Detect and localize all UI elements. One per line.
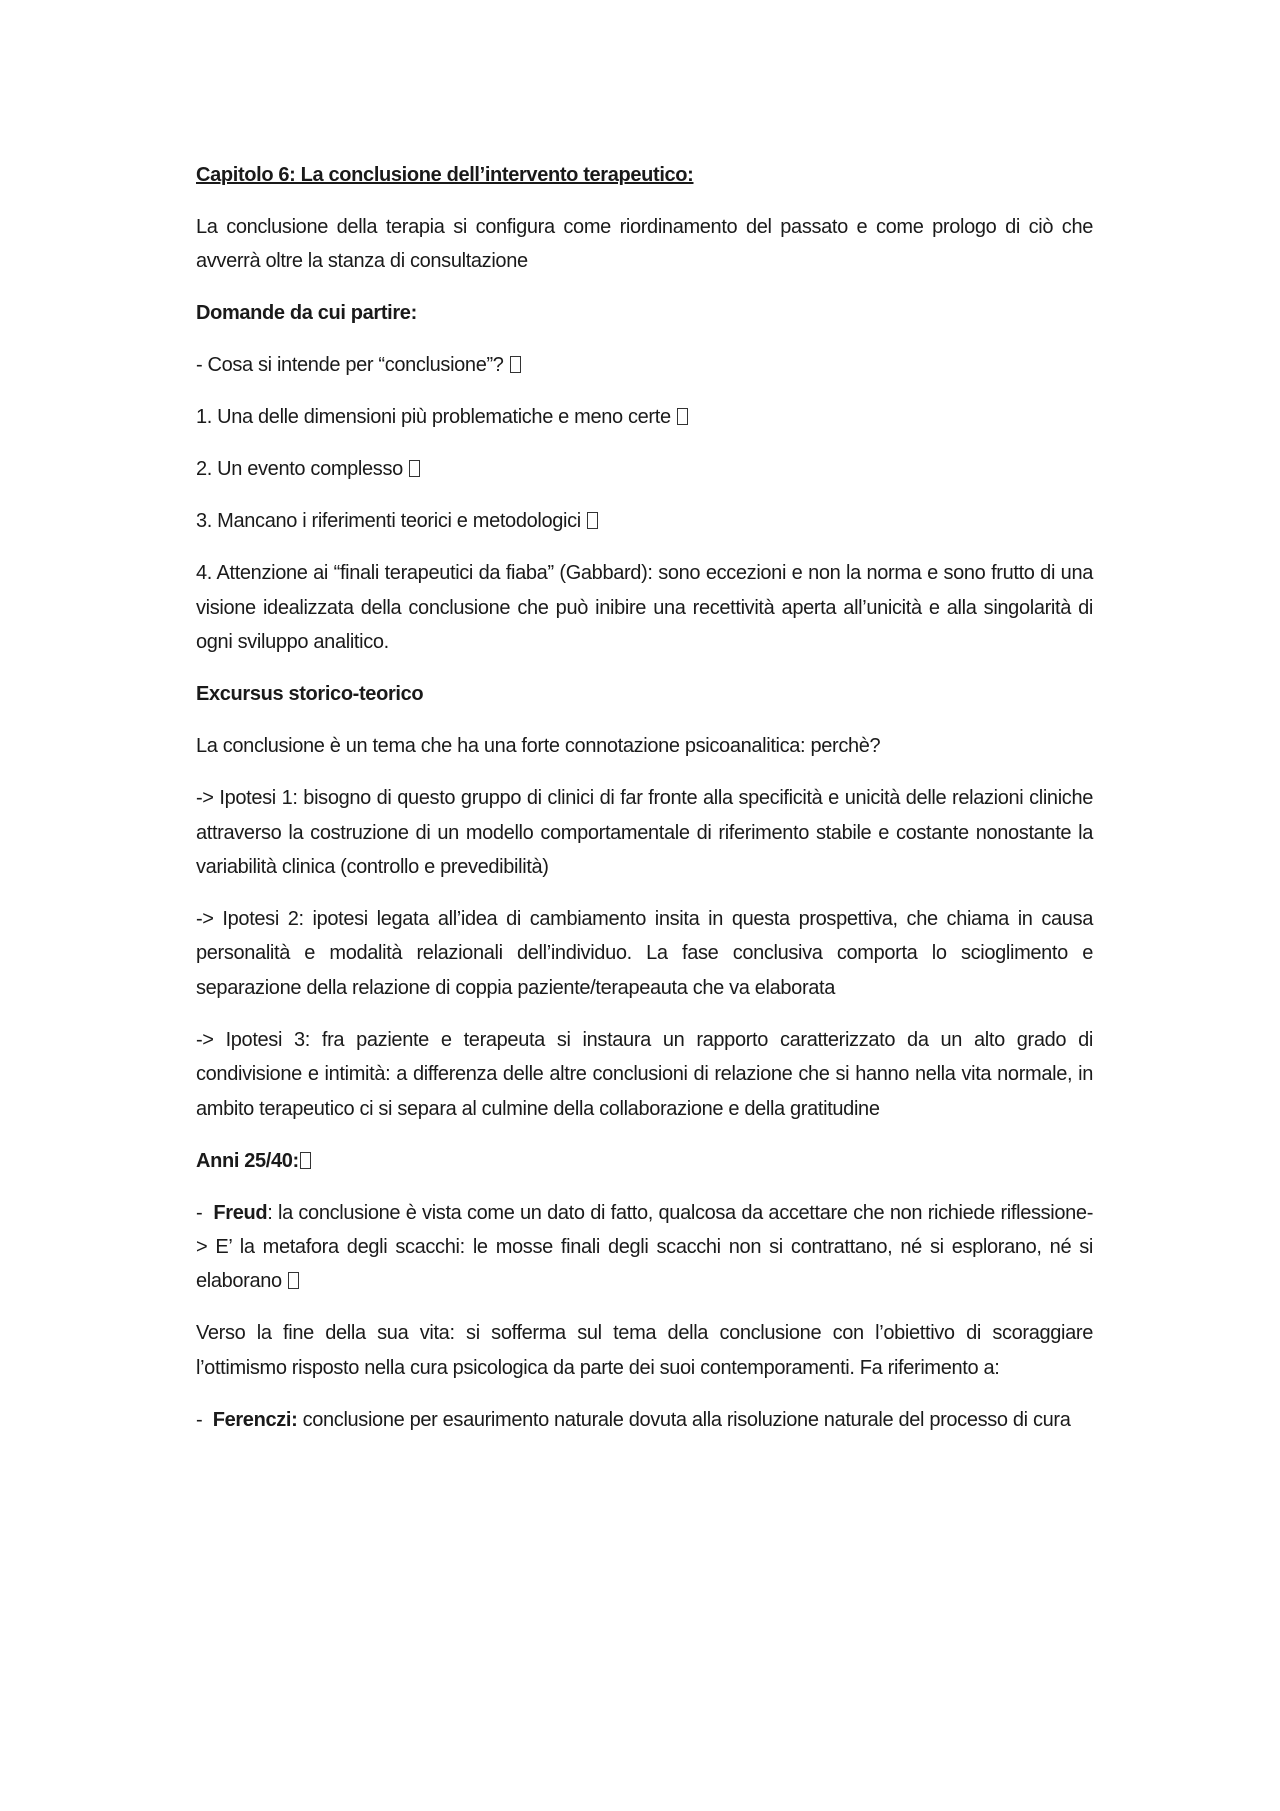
freud-text: : la conclusione è vista come un dato di fatto, qualcosa da accettare che non richiede riflessione-> E’ la metafora degli scacchi: le mosse finali degli scacchi non si contrattano, né si esplorano, né si elaborano [196,1201,1093,1293]
hypothesis-item: -> Ipotesi 3: fra paziente e terapeuta si instaura un rapporto caratterizzato da un alto grado di condivisione e intimità: a differenza delle altre conclusioni di relazione che si hanno nella vita normale, in ambito terapeutico ci si separa al culmine della collaborazione e della gratitudine [196,1028,1093,1120]
bullet-dash: - [196,1408,213,1431]
hypothesis-item: -> Ipotesi 2: ipotesi legata all’idea di cambiamento insita in questa prospettiva, che chiama in causa personalità e modalità relazionali dell’individuo. La fase conclusiva comporta lo scioglimento e separazione della relazione di coppia paziente/terapeauta che va elaborata [196,908,1093,999]
question-text: 1. Una delle dimensioni più problematiche e meno certe [196,406,671,429]
question-item: 4. Attenzione ai “finali terapeutici da fiaba” (Gabbard): sono eccezioni e non la norma e sono frutto di una visione idealizzata della conclusione che può inibire una recettività aperta all’unicità e alla singolarità di ogni sviluppo analitico. [196,562,1093,654]
missing-glyph-icon [587,512,598,529]
bullet-dash: - [196,1201,214,1224]
years-heading-text: Anni 25/40: [196,1149,299,1172]
missing-glyph-icon [288,1272,299,1289]
question-item [196,504,1093,538]
ferenczi-paragraph [196,1403,1093,1437]
question-text: - Cosa si intende per “conclusione”? [196,354,504,377]
excursus-heading: Excursus storico-teorico [196,683,424,706]
questions-heading: Domande da cui partire: [196,302,417,325]
ferenczi-text: conclusione per esaurimento naturale dovuta alla risoluzione naturale del processo di cura [297,1408,1071,1431]
hypothesis-item: -> Ipotesi 1: bisogno di questo gruppo di clinici di far fronte alla specificità e unicità delle relazioni cliniche attraverso la costruzione di un modello comportamentale di riferimento stabile e costante nonostante la variabilità clinica (controllo e prevedibilità) [196,787,1093,879]
missing-glyph-icon [409,460,420,477]
intro-paragraph: La conclusione della terapia si configura come riordinamento del passato e come prologo di ciò che avverrà oltre la stanza di consultazione [196,216,1093,273]
ferenczi-name: Ferenczi: [212,1408,298,1431]
missing-glyph-icon [677,408,688,425]
missing-glyph-icon [300,1152,311,1169]
excursus-intro: La conclusione è un tema che ha una forte connotazione psicoanalitica: perchè? [196,735,881,758]
missing-glyph-icon [510,356,521,373]
years-heading [196,1144,1093,1178]
question-item [196,452,1093,486]
document-page [196,158,1093,1455]
chapter-title: Capitolo 6: La conclusione dell’intervento terapeutico: [196,164,694,186]
question-text: 2. Un evento complesso [196,458,403,481]
late-life-paragraph: Verso la fine della sua vita: si sofferma sul tema della conclusione con l’obiettivo di scoraggiare l’ottimismo risposto nella cura psicologica da parte dei suoi contemporamenti. Fa riferimento a: [196,1322,1093,1379]
freud-name: Freud [213,1201,268,1224]
question-item [196,348,1093,382]
question-item [196,400,1093,434]
freud-paragraph [196,1196,1093,1299]
question-text: 3. Mancano i riferimenti teorici e metodologici [196,510,581,533]
